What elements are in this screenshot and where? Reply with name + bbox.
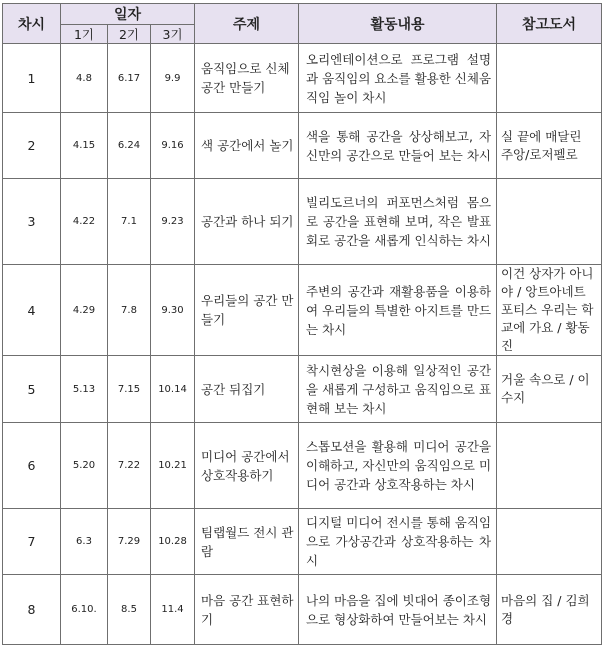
reference-cell: 거울 속으로 / 이수지 — [497, 356, 602, 423]
topic-cell: 공간 뒤집기 — [195, 356, 299, 423]
reference-cell: 이건 상자가 아니야 / 앙트아네트 포티스 우리는 학교에 가요 / 황동진 — [497, 265, 602, 356]
reference-cell: 마음의 집 / 김희경 — [497, 575, 602, 645]
header-reference: 참고도서 — [497, 4, 602, 44]
term2-date: 7.8 — [108, 265, 151, 356]
term3-date: 10.14 — [151, 356, 195, 423]
session-number: 5 — [3, 356, 61, 423]
reference-cell — [497, 423, 602, 509]
topic-cell: 움직임으로 신체 공간 만들기 — [195, 44, 299, 113]
term2-date: 7.1 — [108, 179, 151, 265]
term1-date: 4.15 — [61, 113, 108, 179]
activity-cell: 착시현상을 이용해 일상적인 공간을 새롭게 구성하고 움직임으로 표현해 보는 차시 — [299, 356, 497, 423]
term3-date: 9.9 — [151, 44, 195, 113]
table-row — [3, 509, 602, 575]
session-number: 7 — [3, 509, 61, 575]
term3-date: 10.28 — [151, 509, 195, 575]
header-term2: 2기 — [108, 25, 151, 44]
session-number: 3 — [3, 179, 61, 265]
term2-date: 7.29 — [108, 509, 151, 575]
activity-cell: 나의 마음을 집에 빗대어 종이조형으로 형상화하여 만들어보는 차시 — [299, 575, 497, 645]
table-row — [3, 265, 602, 356]
session-number: 4 — [3, 265, 61, 356]
header-term1: 1기 — [61, 25, 108, 44]
term3-date: 9.23 — [151, 179, 195, 265]
term1-date: 6.3 — [61, 509, 108, 575]
table-row — [3, 356, 602, 423]
header-term3: 3기 — [151, 25, 195, 44]
term1-date: 5.20 — [61, 423, 108, 509]
term2-date: 8.5 — [108, 575, 151, 645]
topic-cell: 미디어 공간에서 상호작용하기 — [195, 423, 299, 509]
topic-cell: 색 공간에서 놀기 — [195, 113, 299, 179]
term2-date: 7.15 — [108, 356, 151, 423]
header-date: 일자 — [61, 4, 195, 25]
session-number: 8 — [3, 575, 61, 645]
table-row — [3, 423, 602, 509]
topic-cell: 마음 공간 표현하기 — [195, 575, 299, 645]
reference-cell — [497, 179, 602, 265]
table-row — [3, 179, 602, 265]
reference-cell — [497, 44, 602, 113]
schedule-table — [2, 3, 602, 645]
header-topic: 주제 — [195, 4, 299, 44]
term3-date: 9.16 — [151, 113, 195, 179]
activity-cell: 스톱모션을 활용해 미디어 공간을 이해하고, 자신만의 움직임으로 미디어 공간과 상호작용하는 차시 — [299, 423, 497, 509]
term2-date: 6.24 — [108, 113, 151, 179]
table-row — [3, 113, 602, 179]
activity-cell: 색을 통해 공간을 상상해보고, 자신만의 공간으로 만들어 보는 차시 — [299, 113, 497, 179]
term3-date: 10.21 — [151, 423, 195, 509]
term2-date: 7.22 — [108, 423, 151, 509]
activity-cell: 오리엔테이션으로 프로그램 설명과 움직임의 요소를 활용한 신체움직임 놀이 차시 — [299, 44, 497, 113]
header-activity: 활동내용 — [299, 4, 497, 44]
table-row — [3, 575, 602, 645]
topic-cell: 팀랩월드 전시 관람 — [195, 509, 299, 575]
term1-date: 6.10. — [61, 575, 108, 645]
term1-date: 4.8 — [61, 44, 108, 113]
activity-cell: 빌리도르너의 퍼포먼스처럼 몸으로 공간을 표현해 보며, 작은 발표회로 공간을 새롭게 인식하는 차시 — [299, 179, 497, 265]
session-number: 2 — [3, 113, 61, 179]
term1-date: 4.22 — [61, 179, 108, 265]
reference-cell — [497, 509, 602, 575]
header-session: 차시 — [3, 4, 61, 44]
term2-date: 6.17 — [108, 44, 151, 113]
activity-cell: 디지털 미디어 전시를 통해 움직임으로 가상공간과 상호작용하는 차시 — [299, 509, 497, 575]
activity-cell: 주변의 공간과 재활용품을 이용하여 우리들의 특별한 아지트를 만드는 차시 — [299, 265, 497, 356]
term3-date: 9.30 — [151, 265, 195, 356]
table-row — [3, 44, 602, 113]
topic-cell: 우리들의 공간 만들기 — [195, 265, 299, 356]
term1-date: 5.13 — [61, 356, 108, 423]
term1-date: 4.29 — [61, 265, 108, 356]
session-number: 6 — [3, 423, 61, 509]
reference-cell: 실 끝에 매달린 주앙/로저펠로 — [497, 113, 602, 179]
term3-date: 11.4 — [151, 575, 195, 645]
topic-cell: 공간과 하나 되기 — [195, 179, 299, 265]
session-number: 1 — [3, 44, 61, 113]
